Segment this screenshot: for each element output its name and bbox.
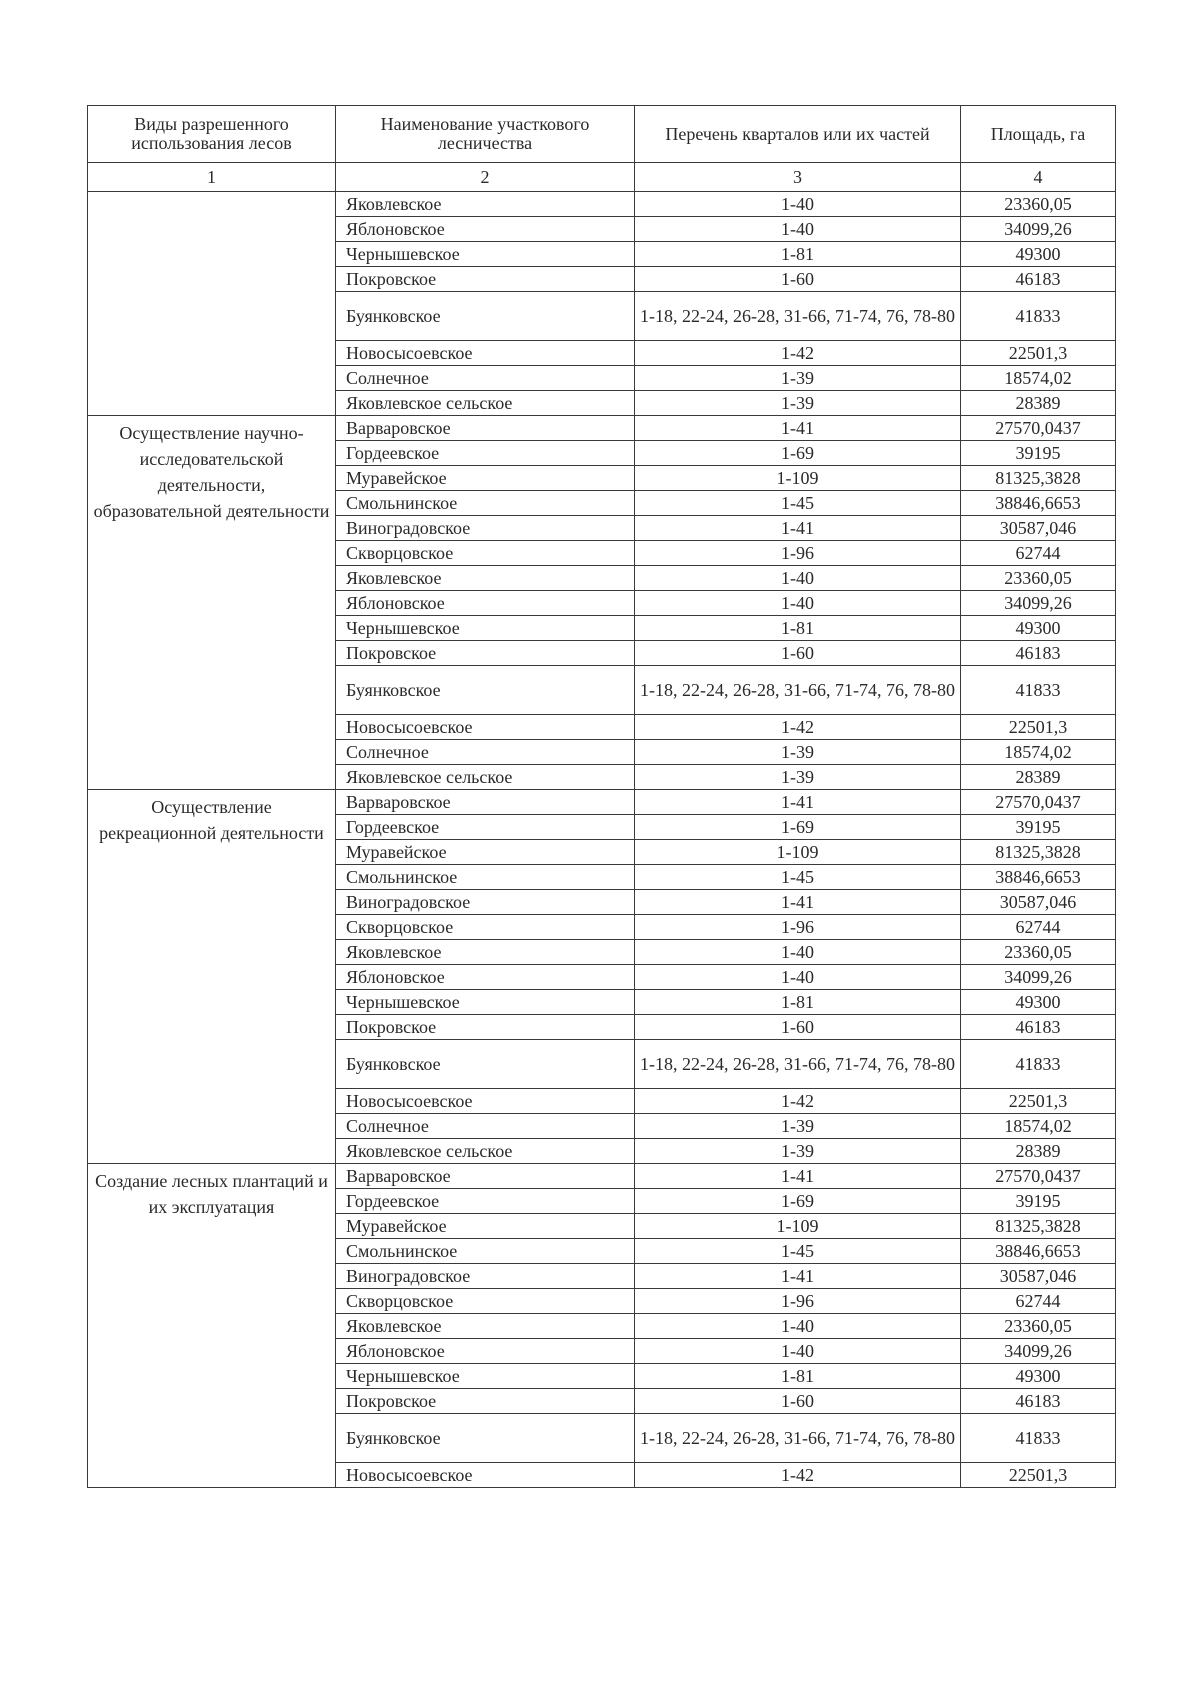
quarters-cell: 1-40 [635,965,961,990]
area-cell: 49300 [961,990,1116,1015]
quarters-cell: 1-39 [635,1139,961,1164]
header-use-type: Виды разрешенного использования лесов [88,106,336,163]
table-row [88,192,1116,217]
area-cell: 18574,02 [961,740,1116,765]
quarters-cell: 1-18, 22-24, 26-28, 31-66, 71-74, 76, 78-80 [635,292,961,341]
quarters-cell: 1-42 [635,1463,961,1488]
forestry-name-cell: Буянковское [336,1040,635,1089]
area-cell: 22501,3 [961,1463,1116,1488]
forestry-name-cell: Виноградовское [336,516,635,541]
area-cell: 22501,3 [961,1089,1116,1114]
header-area: Площадь, га [961,106,1116,163]
forestry-name-cell: Солнечное [336,366,635,391]
quarters-cell: 1-81 [635,616,961,641]
column-number: 2 [336,163,635,192]
forestry-name-cell: Солнечное [336,1114,635,1139]
quarters-cell: 1-96 [635,915,961,940]
forestry-name-cell: Яблоновское [336,1339,635,1364]
area-cell: 46183 [961,1389,1116,1414]
quarters-cell: 1-81 [635,1364,961,1389]
forestry-name-cell: Скворцовское [336,541,635,566]
header-row [88,106,1116,163]
forestry-name-cell: Яковлевское сельское [336,765,635,790]
area-cell: 81325,3828 [961,466,1116,491]
quarters-cell: 1-40 [635,566,961,591]
area-cell: 38846,6653 [961,865,1116,890]
forestry-name-cell: Яковлевское [336,940,635,965]
area-cell: 62744 [961,541,1116,566]
forestry-name-cell: Яблоновское [336,217,635,242]
area-cell: 30587,046 [961,1264,1116,1289]
forestry-name-cell: Яковлевское [336,1314,635,1339]
area-cell: 23360,05 [961,192,1116,217]
area-cell: 81325,3828 [961,840,1116,865]
area-cell: 39195 [961,815,1116,840]
area-cell: 27570,0437 [961,1164,1116,1189]
forestry-name-cell: Чернышевское [336,1364,635,1389]
area-cell: 22501,3 [961,341,1116,366]
forestry-name-cell: Яковлевское сельское [336,391,635,416]
use-type-cell: Создание лесных плантаций и их эксплуатация [88,1164,336,1488]
forestry-name-cell: Новосысоевское [336,715,635,740]
quarters-cell: 1-60 [635,1389,961,1414]
forestry-name-cell: Чернышевское [336,990,635,1015]
quarters-cell: 1-45 [635,491,961,516]
quarters-cell: 1-42 [635,341,961,366]
area-cell: 34099,26 [961,217,1116,242]
area-cell: 38846,6653 [961,1239,1116,1264]
quarters-cell: 1-69 [635,441,961,466]
quarters-cell: 1-40 [635,940,961,965]
quarters-cell: 1-18, 22-24, 26-28, 31-66, 71-74, 76, 78-80 [635,666,961,715]
quarters-cell: 1-42 [635,1089,961,1114]
forestry-name-cell: Покровское [336,1015,635,1040]
forestry-name-cell: Яблоновское [336,591,635,616]
column-number: 1 [88,163,336,192]
quarters-cell: 1-40 [635,1339,961,1364]
area-cell: 18574,02 [961,366,1116,391]
forestry-name-cell: Гордеевское [336,441,635,466]
quarters-cell: 1-45 [635,865,961,890]
forestry-name-cell: Гордеевское [336,815,635,840]
area-cell: 41833 [961,1040,1116,1089]
area-cell: 28389 [961,1139,1116,1164]
quarters-cell: 1-39 [635,740,961,765]
quarters-cell: 1-69 [635,1189,961,1214]
forestry-name-cell: Буянковское [336,1414,635,1463]
column-number: 3 [635,163,961,192]
area-cell: 39195 [961,441,1116,466]
forestry-name-cell: Гордеевское [336,1189,635,1214]
table-row [88,790,1116,815]
area-cell: 23360,05 [961,940,1116,965]
area-cell: 46183 [961,267,1116,292]
area-cell: 41833 [961,1414,1116,1463]
forestry-name-cell: Новосысоевское [336,1463,635,1488]
area-cell: 28389 [961,391,1116,416]
area-cell: 30587,046 [961,516,1116,541]
quarters-cell: 1-39 [635,366,961,391]
area-cell: 27570,0437 [961,790,1116,815]
forestry-name-cell: Покровское [336,641,635,666]
area-cell: 23360,05 [961,566,1116,591]
forestry-name-cell: Новосысоевское [336,1089,635,1114]
use-type-cell [88,192,336,416]
header-forestry-name: Наименование участкового лесничества [336,106,635,163]
area-cell: 38846,6653 [961,491,1116,516]
quarters-cell: 1-41 [635,1264,961,1289]
quarters-cell: 1-40 [635,192,961,217]
table-row [88,1164,1116,1189]
quarters-cell: 1-81 [635,242,961,267]
forestry-name-cell: Чернышевское [336,242,635,267]
quarters-cell: 1-18, 22-24, 26-28, 31-66, 71-74, 76, 78-80 [635,1040,961,1089]
column-number: 4 [961,163,1116,192]
forestry-name-cell: Покровское [336,1389,635,1414]
forestry-name-cell: Буянковское [336,666,635,715]
quarters-cell: 1-40 [635,1314,961,1339]
quarters-cell: 1-109 [635,1214,961,1239]
quarters-cell: 1-41 [635,416,961,441]
table-row [88,416,1116,441]
forest-use-table [87,105,1116,1488]
quarters-cell: 1-81 [635,990,961,1015]
quarters-cell: 1-96 [635,541,961,566]
area-cell: 34099,26 [961,1339,1116,1364]
quarters-cell: 1-39 [635,391,961,416]
forestry-name-cell: Смольнинское [336,1239,635,1264]
forestry-name-cell: Яковлевское сельское [336,1139,635,1164]
area-cell: 22501,3 [961,715,1116,740]
forestry-name-cell: Варваровское [336,790,635,815]
area-cell: 34099,26 [961,965,1116,990]
area-cell: 30587,046 [961,890,1116,915]
quarters-cell: 1-60 [635,1015,961,1040]
area-cell: 62744 [961,1289,1116,1314]
column-number-row [88,163,1116,192]
quarters-cell: 1-41 [635,1164,961,1189]
quarters-cell: 1-18, 22-24, 26-28, 31-66, 71-74, 76, 78-80 [635,1414,961,1463]
forestry-name-cell: Смольнинское [336,491,635,516]
quarters-cell: 1-96 [635,1289,961,1314]
area-cell: 39195 [961,1189,1116,1214]
quarters-cell: 1-41 [635,516,961,541]
forestry-name-cell: Виноградовское [336,1264,635,1289]
use-type-cell: Осуществление рекреационной деятельности [88,790,336,1164]
area-cell: 81325,3828 [961,1214,1116,1239]
area-cell: 18574,02 [961,1114,1116,1139]
quarters-cell: 1-45 [635,1239,961,1264]
header-quarters: Перечень кварталов или их частей [635,106,961,163]
forestry-name-cell: Покровское [336,267,635,292]
forestry-name-cell: Муравейское [336,840,635,865]
forestry-name-cell: Солнечное [336,740,635,765]
forestry-name-cell: Смольнинское [336,865,635,890]
area-cell: 49300 [961,242,1116,267]
quarters-cell: 1-40 [635,217,961,242]
area-cell: 62744 [961,915,1116,940]
forestry-name-cell: Новосысоевское [336,341,635,366]
quarters-cell: 1-40 [635,591,961,616]
quarters-cell: 1-39 [635,765,961,790]
quarters-cell: 1-109 [635,466,961,491]
forestry-name-cell: Чернышевское [336,616,635,641]
area-cell: 49300 [961,1364,1116,1389]
quarters-cell: 1-41 [635,790,961,815]
quarters-cell: 1-69 [635,815,961,840]
area-cell: 27570,0437 [961,416,1116,441]
forestry-name-cell: Яблоновское [336,965,635,990]
forestry-name-cell: Виноградовское [336,890,635,915]
area-cell: 46183 [961,641,1116,666]
area-cell: 28389 [961,765,1116,790]
quarters-cell: 1-41 [635,890,961,915]
forestry-name-cell: Скворцовское [336,915,635,940]
forestry-name-cell: Яковлевское [336,192,635,217]
quarters-cell: 1-60 [635,267,961,292]
quarters-cell: 1-42 [635,715,961,740]
forestry-name-cell: Муравейское [336,466,635,491]
forestry-name-cell: Яковлевское [336,566,635,591]
quarters-cell: 1-109 [635,840,961,865]
area-cell: 23360,05 [961,1314,1116,1339]
area-cell: 49300 [961,616,1116,641]
area-cell: 34099,26 [961,591,1116,616]
area-cell: 41833 [961,666,1116,715]
quarters-cell: 1-60 [635,641,961,666]
area-cell: 41833 [961,292,1116,341]
area-cell: 46183 [961,1015,1116,1040]
forestry-name-cell: Скворцовское [336,1289,635,1314]
forestry-name-cell: Варваровское [336,416,635,441]
forestry-name-cell: Муравейское [336,1214,635,1239]
use-type-cell: Осуществление научно-исследовательской деятельности, образовательной деятельности [88,416,336,790]
forestry-name-cell: Буянковское [336,292,635,341]
quarters-cell: 1-39 [635,1114,961,1139]
table-body [88,192,1116,1488]
forestry-name-cell: Варваровское [336,1164,635,1189]
